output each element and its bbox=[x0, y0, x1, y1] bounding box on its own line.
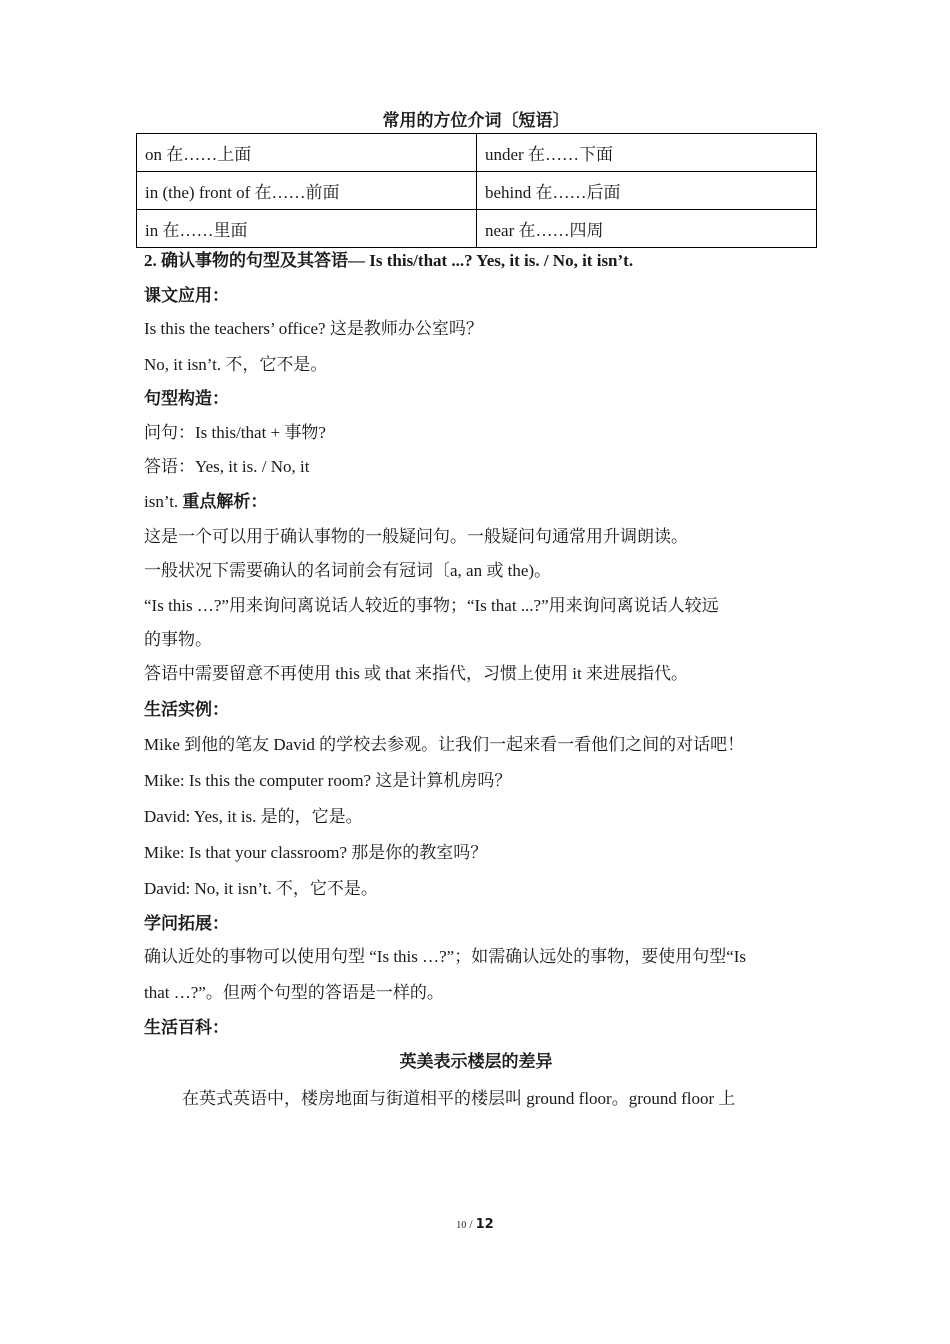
key-point: 一般状况下需要确认的名词前会有冠词〔a, an 或 the)。 bbox=[144, 561, 552, 580]
table-row bbox=[137, 210, 817, 248]
life-example-label: 生活实例： bbox=[144, 700, 229, 719]
current-page: 10 bbox=[456, 1220, 467, 1231]
structure-answer-end: isn’t. bbox=[144, 492, 179, 511]
dialog-line: Mike: Is that your classroom? 那是你的教室吗？ bbox=[144, 843, 488, 862]
table-cell: in (the) front of 在……前面 bbox=[137, 172, 477, 210]
table-cell: in 在……里面 bbox=[137, 210, 477, 248]
total-pages: 12 bbox=[475, 1217, 494, 1232]
table-row bbox=[137, 172, 817, 210]
text-application-label: 课文应用： bbox=[144, 286, 229, 305]
extension-text: 确认近处的事物可以使用句型 “Is this …?”；如需确认远处的事物，要使用句型“Is bbox=[144, 947, 747, 966]
table-title: 常用的方位介词〔短语〕 bbox=[382, 111, 570, 130]
encyclopedia-label: 生活百科： bbox=[144, 1018, 229, 1037]
extension-label: 学问拓展： bbox=[144, 914, 229, 933]
encyclopedia-text: 在英式英语中，楼房地面与街道相平的楼层叫 ground floor。ground floor 上 bbox=[182, 1089, 736, 1108]
structure-question: 问句：Is this/that + 事物? bbox=[144, 423, 326, 442]
encyclopedia-title: 英美表示楼层的差异 bbox=[399, 1052, 553, 1071]
key-point: “Is this …?”用来询问离说话人较近的事物；“Is that ...?”用来询问离说话人较远 bbox=[144, 596, 719, 615]
table-cell: on 在……上面 bbox=[137, 134, 477, 172]
key-point: 答语中需要留意不再使用 this 或 that 来指代，习惯上使用 it 来进展指代。 bbox=[144, 664, 688, 683]
key-point: 这是一个可以用于确认事物的一般疑问句。一般疑问句通常用升调朗读。 bbox=[144, 527, 688, 546]
prepositions-table bbox=[136, 133, 817, 248]
page-number bbox=[0, 1215, 950, 1235]
table-cell: near 在……四周 bbox=[477, 210, 817, 248]
structure-answer: 答语：Yes, it is. / No, it bbox=[144, 457, 310, 476]
structure-label: 句型构造： bbox=[144, 389, 229, 408]
life-example-intro: Mike 到他的笔友 David 的学校去参观。让我们一起来看一看他们之间的对话吧！ bbox=[144, 735, 745, 754]
text-application-answer: No, it isn’t. 不，它不是。 bbox=[144, 355, 328, 374]
table-cell: under 在……下面 bbox=[477, 134, 817, 172]
key-point-cont: 的事物。 bbox=[144, 630, 212, 649]
extension-text-cont: that …?”。但两个句型的答语是一样的。 bbox=[144, 983, 444, 1002]
table-cell: behind 在……后面 bbox=[477, 172, 817, 210]
key-points-label: 重点解析： bbox=[182, 492, 268, 511]
table-row bbox=[137, 134, 817, 172]
dialog-line: David: No, it isn’t. 不，它不是。 bbox=[144, 879, 378, 898]
text-application-question: Is this the teachers’ office? 这是教师办公室吗？ bbox=[144, 319, 483, 338]
dialog-line: David: Yes, it is. 是的，它是。 bbox=[144, 807, 363, 826]
dialog-line: Mike: Is this the computer room? 这是计算机房吗？ bbox=[144, 771, 512, 790]
section-heading: 2. 确认事物的句型及其答语— Is this/that ...? Yes, it is. / No, it isn’t. bbox=[144, 251, 634, 270]
page-separator: / bbox=[469, 1217, 473, 1231]
structure-answer-cont bbox=[144, 491, 267, 513]
